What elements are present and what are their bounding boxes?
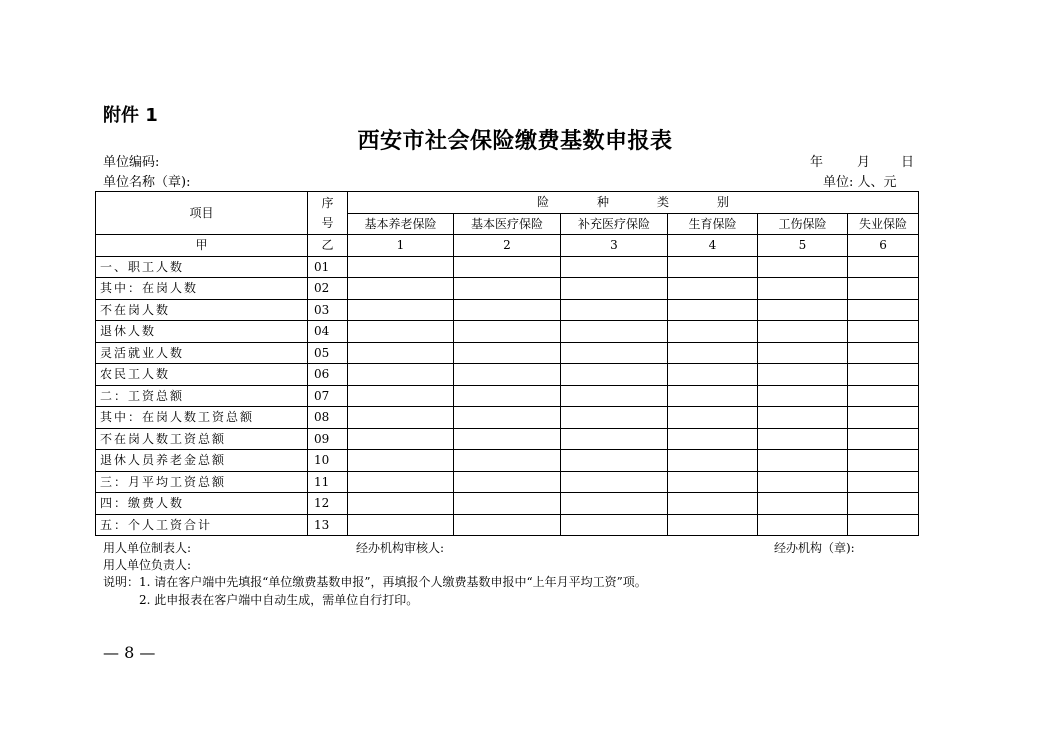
value-cell[interactable] bbox=[848, 514, 919, 536]
row-item: 三：月平均工资总额 bbox=[96, 471, 308, 493]
row-seq: 11 bbox=[308, 471, 348, 493]
note-1: 说明：1. 请在客户端中先填报“单位缴费基数申报”，再填报个人缴费基数申报中“上年月平均工资”项。 bbox=[103, 575, 647, 589]
table-row bbox=[96, 256, 919, 278]
value-cell[interactable] bbox=[758, 428, 848, 450]
value-cell[interactable] bbox=[454, 385, 561, 407]
value-cell[interactable] bbox=[561, 514, 668, 536]
row-item: 农民工人数 bbox=[96, 364, 308, 386]
category-header: 基本医疗保险 bbox=[454, 213, 561, 235]
date-month: 月 bbox=[857, 155, 871, 170]
column-number: 5 bbox=[758, 235, 848, 257]
value-cell[interactable] bbox=[561, 321, 668, 343]
row-item: 其中：在岗人数 bbox=[96, 278, 308, 300]
column-number: 3 bbox=[561, 235, 668, 257]
value-cell[interactable] bbox=[758, 493, 848, 515]
value-cell[interactable] bbox=[758, 407, 848, 429]
value-cell[interactable] bbox=[668, 471, 758, 493]
value-cell[interactable] bbox=[848, 299, 919, 321]
row-seq: 06 bbox=[308, 364, 348, 386]
attachment-label: 附件 1 bbox=[103, 105, 158, 126]
value-cell[interactable] bbox=[454, 364, 561, 386]
value-cell[interactable] bbox=[561, 450, 668, 472]
row-item: 灵活就业人数 bbox=[96, 342, 308, 364]
table-row bbox=[96, 342, 919, 364]
item-subheader: 甲 bbox=[96, 235, 308, 257]
value-cell[interactable] bbox=[848, 428, 919, 450]
category-header: 生育保险 bbox=[668, 213, 758, 235]
table-row bbox=[96, 385, 919, 407]
row-item: 退休人数 bbox=[96, 321, 308, 343]
value-cell[interactable] bbox=[668, 364, 758, 386]
seq-subheader: 乙 bbox=[308, 235, 348, 257]
value-cell[interactable] bbox=[758, 450, 848, 472]
category-header: 补充医疗保险 bbox=[561, 213, 668, 235]
row-item: 其中：在岗人数工资总额 bbox=[96, 407, 308, 429]
value-cell[interactable] bbox=[848, 321, 919, 343]
value-cell[interactable] bbox=[668, 278, 758, 300]
value-cell[interactable] bbox=[561, 278, 668, 300]
value-cell[interactable] bbox=[848, 385, 919, 407]
value-cell[interactable] bbox=[561, 385, 668, 407]
row-item: 不在岗人数工资总额 bbox=[96, 428, 308, 450]
row-seq: 12 bbox=[308, 493, 348, 515]
row-item: 二：工资总额 bbox=[96, 385, 308, 407]
row-seq: 04 bbox=[308, 321, 348, 343]
value-cell[interactable] bbox=[758, 385, 848, 407]
unit-head-label: 用人单位负责人: bbox=[103, 558, 192, 572]
row-item: 四：缴费人数 bbox=[96, 493, 308, 515]
value-cell[interactable] bbox=[454, 471, 561, 493]
category-header: 工伤保险 bbox=[758, 213, 848, 235]
value-cell[interactable] bbox=[758, 514, 848, 536]
table-row bbox=[96, 364, 919, 386]
declaration-table bbox=[95, 191, 919, 536]
value-cell[interactable] bbox=[848, 407, 919, 429]
value-cell[interactable] bbox=[668, 407, 758, 429]
agency-seal-label: 经办机构（章): bbox=[774, 541, 855, 555]
column-number: 4 bbox=[668, 235, 758, 257]
row-seq: 02 bbox=[308, 278, 348, 300]
value-cell[interactable] bbox=[668, 428, 758, 450]
column-number: 6 bbox=[848, 235, 919, 257]
value-cell[interactable] bbox=[348, 428, 454, 450]
table-row bbox=[96, 407, 919, 429]
table-row bbox=[96, 278, 919, 300]
row-seq: 03 bbox=[308, 299, 348, 321]
value-cell[interactable] bbox=[758, 471, 848, 493]
value-cell[interactable] bbox=[348, 278, 454, 300]
page-number: — 8 — bbox=[103, 643, 156, 662]
table-row bbox=[96, 514, 919, 536]
note-2: 2. 此申报表在客户端中自动生成，需单位自行打印。 bbox=[139, 593, 419, 607]
unit-measure: 单位: 人、元 bbox=[823, 175, 897, 190]
value-cell[interactable] bbox=[454, 428, 561, 450]
row-seq: 05 bbox=[308, 342, 348, 364]
value-cell[interactable] bbox=[348, 321, 454, 343]
value-cell[interactable] bbox=[668, 385, 758, 407]
value-cell[interactable] bbox=[348, 471, 454, 493]
item-header: 项目 bbox=[96, 192, 308, 235]
value-cell[interactable] bbox=[561, 493, 668, 515]
category-header: 基本养老保险 bbox=[348, 213, 454, 235]
value-cell[interactable] bbox=[348, 450, 454, 472]
value-cell[interactable] bbox=[561, 299, 668, 321]
row-item: 不在岗人数 bbox=[96, 299, 308, 321]
row-seq: 13 bbox=[308, 514, 348, 536]
value-cell[interactable] bbox=[454, 299, 561, 321]
row-seq: 07 bbox=[308, 385, 348, 407]
date-day: 日 bbox=[901, 155, 915, 170]
value-cell[interactable] bbox=[561, 471, 668, 493]
value-cell[interactable] bbox=[348, 407, 454, 429]
value-cell[interactable] bbox=[348, 299, 454, 321]
row-item: 一、职工人数 bbox=[96, 256, 308, 278]
value-cell[interactable] bbox=[668, 321, 758, 343]
value-cell[interactable] bbox=[454, 407, 561, 429]
value-cell[interactable] bbox=[561, 364, 668, 386]
seq-header bbox=[308, 192, 348, 235]
value-cell[interactable] bbox=[848, 450, 919, 472]
value-cell[interactable] bbox=[758, 299, 848, 321]
value-cell[interactable] bbox=[668, 493, 758, 515]
value-cell[interactable] bbox=[348, 514, 454, 536]
value-cell[interactable] bbox=[848, 364, 919, 386]
table-row bbox=[96, 299, 919, 321]
seq-header-text: 序号 bbox=[321, 196, 334, 230]
date-year: 年 bbox=[810, 155, 824, 170]
value-cell[interactable] bbox=[561, 407, 668, 429]
value-cell[interactable] bbox=[668, 450, 758, 472]
table-row bbox=[96, 471, 919, 493]
value-cell[interactable] bbox=[758, 278, 848, 300]
value-cell[interactable] bbox=[454, 278, 561, 300]
preparer-label: 用人单位制表人: bbox=[103, 541, 192, 555]
auditor-label: 经办机构审核人: bbox=[356, 541, 445, 555]
value-cell[interactable] bbox=[758, 256, 848, 278]
value-cell[interactable] bbox=[848, 471, 919, 493]
value-cell[interactable] bbox=[348, 256, 454, 278]
value-cell[interactable] bbox=[758, 321, 848, 343]
value-cell[interactable] bbox=[668, 299, 758, 321]
value-cell[interactable] bbox=[561, 428, 668, 450]
value-cell[interactable] bbox=[348, 493, 454, 515]
value-cell[interactable] bbox=[454, 256, 561, 278]
column-number: 1 bbox=[348, 235, 454, 257]
row-seq: 09 bbox=[308, 428, 348, 450]
unit-code-label: 单位编码: bbox=[103, 155, 160, 170]
value-cell[interactable] bbox=[561, 342, 668, 364]
unit-name-label: 单位名称（章): bbox=[103, 175, 191, 190]
value-cell[interactable] bbox=[348, 342, 454, 364]
value-cell[interactable] bbox=[848, 342, 919, 364]
value-cell[interactable] bbox=[668, 342, 758, 364]
table-row bbox=[96, 321, 919, 343]
row-seq: 08 bbox=[308, 407, 348, 429]
value-cell[interactable] bbox=[848, 256, 919, 278]
row-item: 退休人员养老金总额 bbox=[96, 450, 308, 472]
value-cell[interactable] bbox=[454, 321, 561, 343]
column-number: 2 bbox=[454, 235, 561, 257]
value-cell[interactable] bbox=[348, 364, 454, 386]
value-cell[interactable] bbox=[454, 450, 561, 472]
table-row bbox=[96, 428, 919, 450]
row-seq: 01 bbox=[308, 256, 348, 278]
value-cell[interactable] bbox=[758, 364, 848, 386]
value-cell[interactable] bbox=[848, 493, 919, 515]
form-title: 西安市社会保险缴费基数申报表 bbox=[357, 128, 673, 154]
row-item: 五：个人工资合计 bbox=[96, 514, 308, 536]
value-cell[interactable] bbox=[668, 256, 758, 278]
category-header: 失业保险 bbox=[848, 213, 919, 235]
value-cell[interactable] bbox=[348, 385, 454, 407]
value-cell[interactable] bbox=[758, 342, 848, 364]
value-cell[interactable] bbox=[454, 342, 561, 364]
row-seq: 10 bbox=[308, 450, 348, 472]
table-row bbox=[96, 450, 919, 472]
table-row bbox=[96, 493, 919, 515]
insurance-category-header: 险 种 类 别 bbox=[348, 192, 919, 214]
value-cell[interactable] bbox=[454, 514, 561, 536]
value-cell[interactable] bbox=[668, 514, 758, 536]
value-cell[interactable] bbox=[561, 256, 668, 278]
value-cell[interactable] bbox=[848, 278, 919, 300]
value-cell[interactable] bbox=[454, 493, 561, 515]
